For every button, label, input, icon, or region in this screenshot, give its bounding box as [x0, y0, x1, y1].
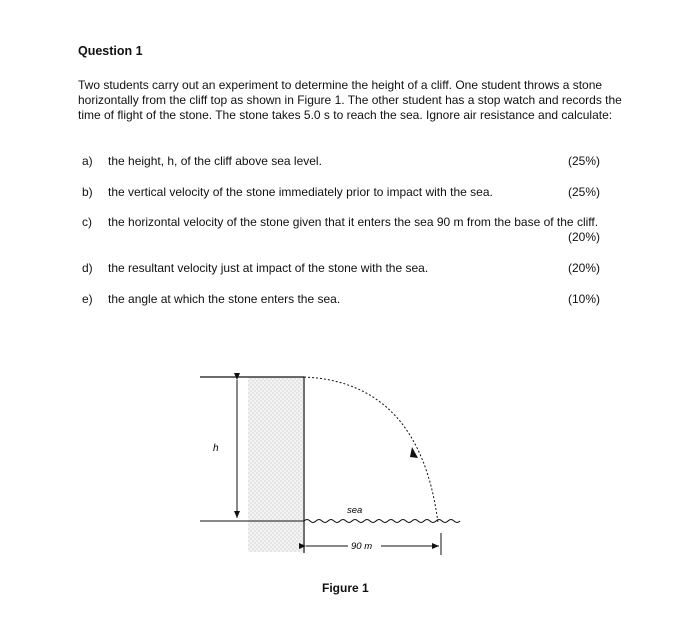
distance-label: 90 m: [351, 541, 373, 552]
part-marks: (25%): [567, 154, 600, 168]
part-text: the vertical velocity of the stone immediately prior to impact with the sea.: [108, 185, 493, 199]
part-letter: e): [82, 292, 93, 306]
sea-label: sea: [347, 505, 363, 516]
question-intro: Two students carry out an experiment to determine the height of a cliff. One student throws a stone horizontally from the cliff top as shown in Figure 1. The other student has a stop watch and records the time of flight of the stone. The stone takes 5.0 s to reach the sea. Ignore air resistance and calculate:: [78, 78, 622, 122]
height-label: h: [213, 443, 219, 454]
stone-trajectory: [304, 377, 438, 523]
question-title: Question 1: [78, 44, 143, 58]
part-marks: (20%): [567, 230, 600, 244]
part-marks: (10%): [567, 292, 600, 306]
trajectory-arrow: [410, 447, 418, 458]
part-text: the horizontal velocity of the stone given that it enters the sea 90 m from the base of the cliff.: [108, 215, 599, 229]
part-letter: b): [82, 185, 93, 199]
part-text: the angle at which the stone enters the sea.: [108, 292, 341, 306]
part-letter: c): [82, 215, 92, 229]
part-marks: (25%): [567, 185, 600, 199]
part-letter: a): [82, 154, 93, 168]
part-text: the resultant velocity just at impact of the stone with the sea.: [108, 261, 429, 275]
cliff-rock: [248, 377, 303, 552]
figure-caption: Figure 1: [322, 581, 369, 595]
part-letter: d): [82, 261, 93, 275]
part-marks: (20%): [567, 261, 600, 275]
part-text: the height, h, of the cliff above sea level.: [108, 154, 322, 168]
sea-wave: [304, 520, 460, 523]
